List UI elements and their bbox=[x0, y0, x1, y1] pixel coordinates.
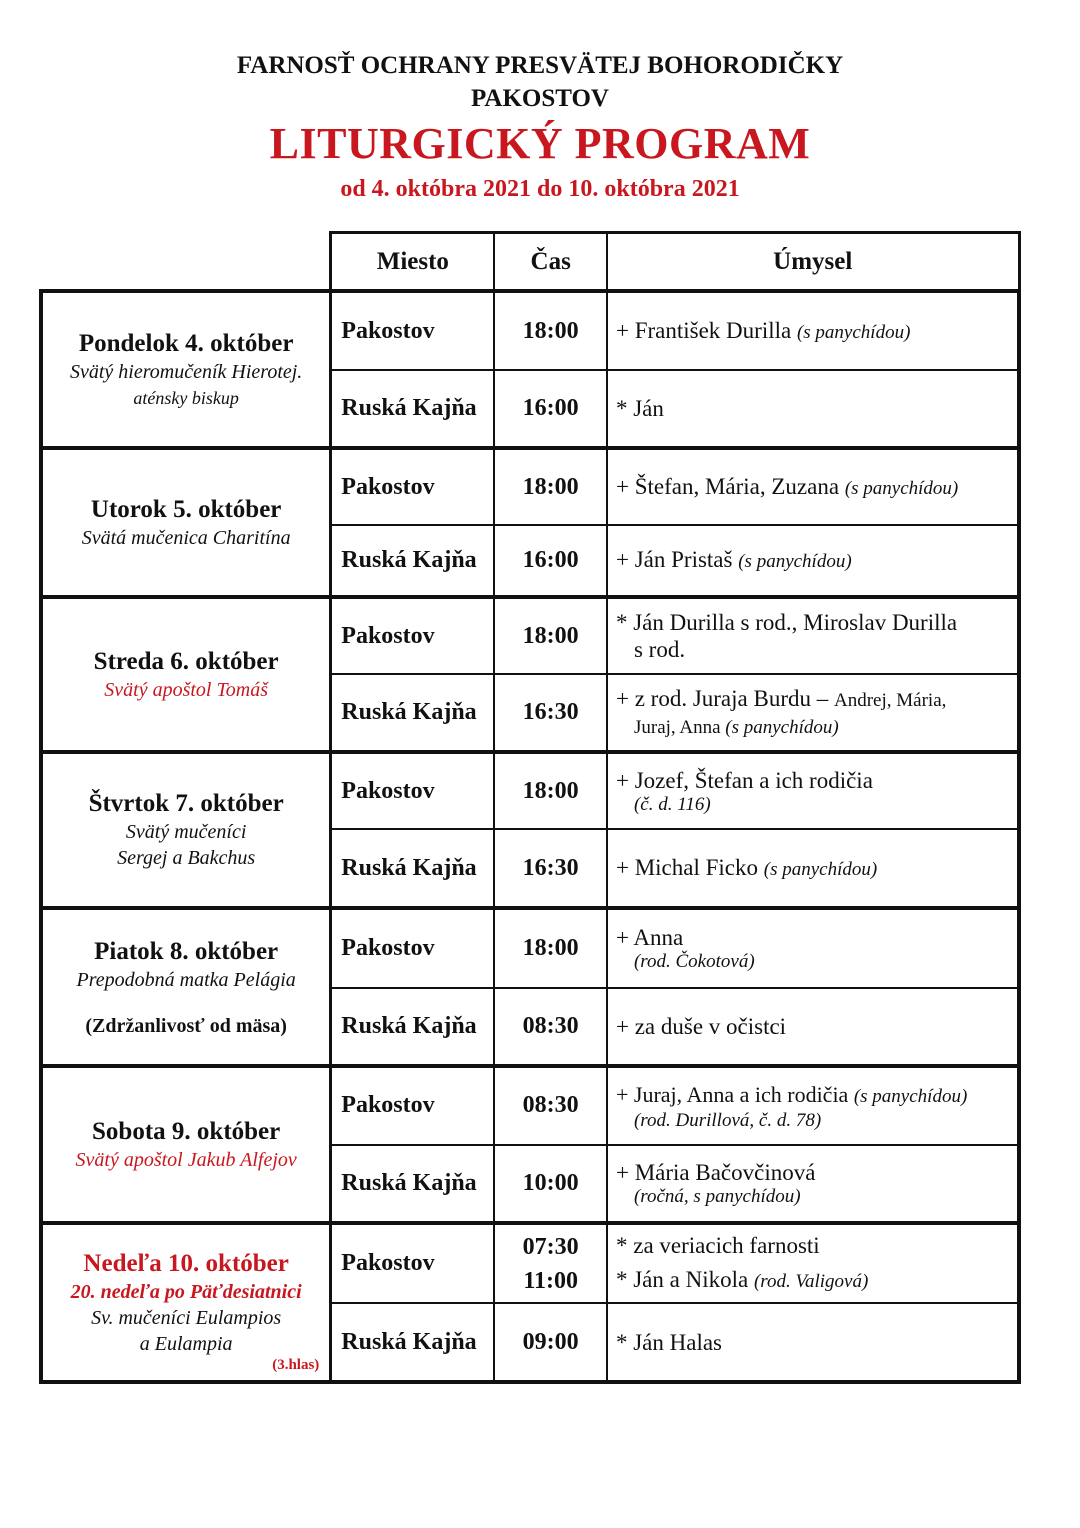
intent-names: Andrej, Mária, bbox=[834, 689, 947, 711]
intent-cell bbox=[607, 829, 1019, 908]
day-cell bbox=[41, 1223, 331, 1382]
day-name: Pondelok 4. október bbox=[78, 329, 294, 357]
time-cell: 16:00 bbox=[494, 370, 607, 448]
intent-text: + z rod. Juraja Burdu – bbox=[615, 685, 829, 711]
intent-text: + Juraj, Anna a ich rodičia bbox=[615, 1081, 849, 1107]
intent-continuation-text: Juraj, Anna bbox=[633, 716, 721, 738]
intent-text: + Ján Pristaš bbox=[615, 547, 733, 572]
time-cell: 18:00 bbox=[494, 597, 607, 674]
date-range: od 4. októbra 2021 do 10. októbra 2021 bbox=[340, 176, 740, 202]
table-row bbox=[41, 448, 1019, 525]
intent-note: (s panychídou) bbox=[853, 1085, 968, 1107]
day-feast: 20. nedeľa po Päťdesiatnici bbox=[70, 1280, 302, 1303]
place-cell: Pakostov bbox=[331, 291, 495, 370]
day-name: Utorok 5. október bbox=[90, 495, 282, 523]
town-name: PAKOSTOV bbox=[471, 85, 609, 112]
intent-sub: (č. d. 116) bbox=[633, 793, 711, 815]
tone-label: (3.hlas) bbox=[272, 1357, 320, 1373]
intent-note: (s panychídou) bbox=[725, 716, 839, 738]
day-cell bbox=[41, 1066, 331, 1223]
intent-cell bbox=[607, 370, 1019, 448]
place-cell: Ruská Kajňa bbox=[331, 1303, 495, 1382]
day-cell bbox=[41, 752, 331, 908]
intent-text: + za duše v očistci bbox=[615, 1014, 787, 1039]
time-cell: 08:30 bbox=[494, 1066, 607, 1145]
intent-continuation bbox=[616, 714, 1017, 741]
intent-cell bbox=[607, 752, 1019, 829]
intent-sub: (ročná, s panychídou) bbox=[633, 1186, 801, 1207]
place-cell: Pakostov bbox=[331, 908, 495, 988]
column-header-place: Miesto bbox=[331, 233, 495, 292]
intent-sub: (rod. Durillová, č. d. 78) bbox=[633, 1109, 822, 1131]
table-row bbox=[41, 291, 1019, 370]
header-blank-cell bbox=[41, 233, 331, 292]
day-saint: Svätý mučeníci bbox=[125, 821, 247, 843]
time-cell: 18:00 bbox=[494, 752, 607, 829]
day-cell bbox=[41, 291, 331, 448]
time-cell bbox=[494, 1223, 607, 1303]
intent-cell bbox=[607, 597, 1019, 674]
time-cell: 18:00 bbox=[494, 908, 607, 988]
day-saint: Svätý apoštol Tomáš bbox=[104, 678, 269, 701]
schedule-table bbox=[39, 231, 1021, 1384]
page-title: LITURGICKÝ PROGRAM bbox=[269, 119, 811, 168]
time-value: 11:00 bbox=[523, 1267, 579, 1294]
time-cell: 18:00 bbox=[494, 448, 607, 525]
intent-line bbox=[616, 1263, 1017, 1299]
intent-text: * Ján Halas bbox=[615, 1329, 723, 1355]
time-cell: 18:00 bbox=[494, 291, 607, 370]
intent-text: * za veriacich farnosti bbox=[615, 1232, 820, 1258]
day-name: Piatok 8. október bbox=[94, 937, 279, 965]
intent-sub: (rod. Čokotová) bbox=[633, 951, 755, 972]
intent-text: * Ján bbox=[615, 396, 664, 421]
day-saint: a Eulampia bbox=[139, 1332, 233, 1355]
intent-note: (s panychídou) bbox=[844, 477, 959, 499]
place-cell: Pakostov bbox=[331, 597, 495, 674]
intent-text: + Anna bbox=[615, 925, 684, 950]
intent-text: + Mária Bačovčinová bbox=[615, 1160, 816, 1185]
day-saint: Prepodobná matka Pelágia bbox=[76, 968, 296, 991]
intent-cell bbox=[607, 988, 1019, 1066]
place-cell: Ruská Kajňa bbox=[331, 674, 495, 752]
day-cell bbox=[41, 908, 331, 1066]
intent-text: + Michal Ficko bbox=[615, 854, 758, 880]
place-cell: Ruská Kajňa bbox=[331, 370, 495, 448]
intent-cell bbox=[607, 1303, 1019, 1382]
intent-text: + Štefan, Mária, Zuzana bbox=[615, 473, 840, 499]
day-name: Štvrtok 7. október bbox=[88, 790, 284, 817]
table-row bbox=[41, 908, 1019, 988]
day-saint: aténsky biskup bbox=[133, 387, 239, 408]
place-cell: Ruská Kajňa bbox=[331, 525, 495, 597]
column-header-intent: Úmysel bbox=[607, 233, 1019, 292]
intent-cell bbox=[607, 1066, 1019, 1145]
day-name: Streda 6. október bbox=[93, 647, 279, 675]
intent-cell bbox=[607, 674, 1019, 752]
place-cell: Ruská Kajňa bbox=[331, 988, 495, 1066]
intent-note: (s panychídou) bbox=[738, 551, 852, 572]
place-cell: Pakostov bbox=[331, 1066, 495, 1145]
fasting-note: (Zdržanlivosť od mäsa) bbox=[85, 1014, 287, 1037]
day-saint: Sv. mučeníci Eulampios bbox=[91, 1306, 282, 1329]
table-row bbox=[41, 752, 1019, 829]
intent-cell bbox=[607, 525, 1019, 597]
table-row bbox=[41, 1223, 1019, 1303]
time-cell: 16:30 bbox=[494, 674, 607, 752]
place-cell: Pakostov bbox=[331, 448, 495, 525]
day-name: Nedeľa 10. október bbox=[83, 1249, 289, 1277]
day-saint: Svätá mučenica Charitína bbox=[81, 526, 291, 549]
day-saint: Svätý apoštol Jakub Alfejov bbox=[75, 1148, 297, 1171]
intent-cell bbox=[607, 1223, 1019, 1303]
place-cell: Pakostov bbox=[331, 752, 495, 829]
day-saint: Svätý hieromučeník Hierotej. bbox=[69, 360, 303, 383]
time-cell: 16:00 bbox=[494, 525, 607, 597]
table-header-row bbox=[41, 233, 1019, 292]
day-cell bbox=[41, 597, 331, 752]
place-cell: Pakostov bbox=[331, 1223, 495, 1303]
time-cell: 09:00 bbox=[494, 1303, 607, 1382]
intent-text: + Jozef, Štefan a ich rodičia bbox=[615, 767, 873, 793]
table-row bbox=[41, 597, 1019, 674]
day-cell bbox=[41, 448, 331, 597]
intent-cell bbox=[607, 291, 1019, 370]
time-cell: 08:30 bbox=[494, 988, 607, 1066]
intent-text: + František Durilla bbox=[615, 317, 792, 343]
place-cell: Ruská Kajňa bbox=[331, 1145, 495, 1223]
time-cell: 16:30 bbox=[494, 829, 607, 908]
day-name: Sobota 9. október bbox=[92, 1117, 281, 1145]
place-cell: Ruská Kajňa bbox=[331, 829, 495, 908]
intent-text: * Ján Durilla s rod., Miroslav Durilla bbox=[615, 610, 958, 635]
intent-note: (s panychídou) bbox=[796, 321, 911, 343]
intent-cell bbox=[607, 908, 1019, 988]
intent-note: (rod. Valigová) bbox=[753, 1270, 869, 1292]
intent-note: (s panychídou) bbox=[763, 858, 878, 880]
intent-cell bbox=[607, 448, 1019, 525]
intent-cell bbox=[607, 1145, 1019, 1223]
day-saint: Sergej a Bakchus bbox=[117, 847, 256, 869]
time-value: 07:30 bbox=[522, 1233, 579, 1260]
intent-continuation: s rod. bbox=[633, 637, 686, 662]
time-cell: 10:00 bbox=[494, 1145, 607, 1223]
intent-text: * Ján a Nikola bbox=[615, 1266, 749, 1292]
column-header-time: Čas bbox=[494, 233, 607, 292]
parish-name: FARNOSŤ OCHRANY PRESVÄTEJ BOHORODIČKY bbox=[236, 52, 844, 79]
table-row bbox=[41, 1066, 1019, 1145]
